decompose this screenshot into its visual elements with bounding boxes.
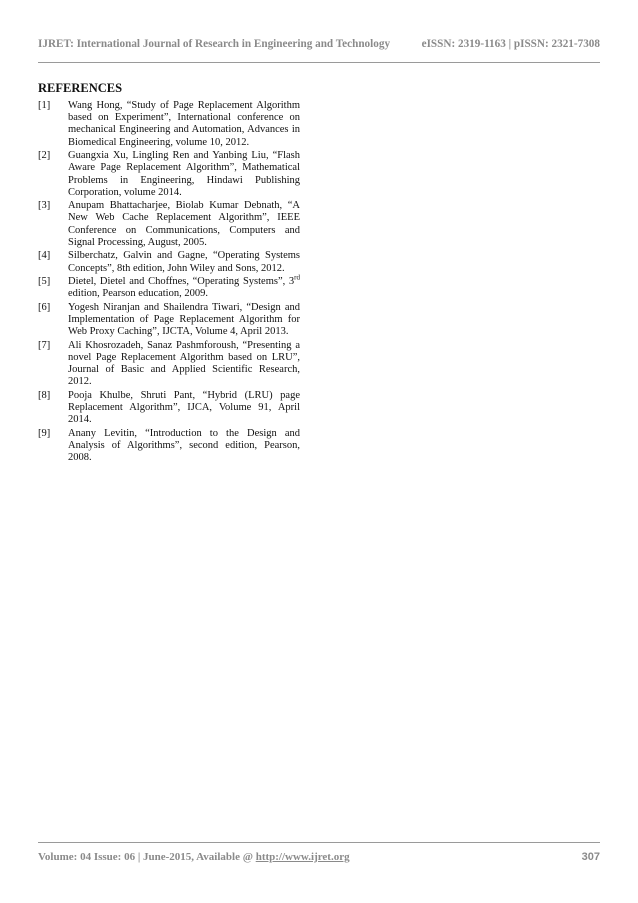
references-list [38,100,300,464]
references-column [38,80,300,466]
reference-number: [8] [38,389,51,401]
reference-number: [9] [38,427,51,439]
page-number: 307 [581,851,600,863]
journal-website-link[interactable]: http://www.ijret.org [255,851,350,863]
reference-text: Guangxia Xu, Lingling Ren and Yanbing Liu, “Flash Aware Page Replacement Algorithm”, Mathematical Problems in Engineering, Hindawi Publishing Corporation, volume 2014. [68,150,300,198]
references-heading: REFERENCES [38,81,123,95]
reference-number: [3] [38,200,51,212]
page-footer [38,851,600,863]
footer-volume-info [38,851,350,863]
reference-text: Wang Hong, “Study of Page Replacement Algorithm based on Experiment”, International conference on mechanical Engineering and Automation, Advances in Biomedical Engineering, volume 10, 2012. [68,100,300,148]
reference-number: [4] [38,250,51,262]
reference-text-part: edition, Pearson education, 2009. [68,288,208,300]
reference-item-9 [38,428,300,465]
reference-number: [6] [38,301,51,313]
journal-title: IJRET: International Journal of Research in Engineering and Technology [38,38,391,50]
reference-item-5 [38,273,300,300]
reference-item-4 [38,250,300,274]
reference-text: Anupam Bhattacharjee, Biolab Kumar Debnath, “A New Web Cache Replacement Algorithm”, IEEE Conference on Communications, Computers and Signal Processing, August, 2005. [68,200,300,248]
volume-text: Volume: 04 Issue: 06 | June-2015, Available @ [38,851,256,863]
reference-item-2 [38,150,300,199]
ordinal-superscript: rd [294,273,300,282]
reference-text-part: Dietel, Dietel and Choffnes, “Operating Systems”, 3 [68,276,295,288]
reference-text: Pooja Khulbe, Shruti Pant, “Hybrid (LRU) page Replacement Algorithm”, IJCA, Volume 91, April 2014. [68,389,300,426]
footer-divider [38,842,600,843]
reference-item-7 [38,340,300,389]
reference-item-8 [38,390,300,427]
reference-item-1 [38,100,300,149]
issn-info: eISSN: 2319-1163 | pISSN: 2321-7308 [421,38,600,50]
reference-text: Silberchatz, Galvin and Gagne, “Operating Systems Concepts”, 8th edition, John Wiley and Sons, 2012. [68,250,300,274]
reference-text [68,273,300,300]
reference-number: [2] [38,150,51,162]
reference-number: [1] [38,100,51,111]
reference-text: Ali Khosrozadeh, Sanaz Pashmforoush, “Presenting a novel Page Replacement Algorithm based on LRU”, Journal of Basic and Applied Scientific Research, 2012. [68,339,300,388]
header-divider [38,62,600,63]
reference-text: Yogesh Niranjan and Shailendra Tiwari, “Design and Implementation of Page Replacement Algorithm for Web Proxy Caching”, IJCTA, Volume 4, April 2013. [68,301,300,338]
reference-item-3 [38,200,300,249]
reference-text: Anany Levitin, “Introduction to the Design and Analysis of Algorithms”, second edition, Pearson, 2008. [68,427,300,464]
page-header [38,38,600,58]
reference-item-6 [38,302,300,339]
reference-number: [7] [38,339,51,351]
reference-number: [5] [38,276,51,288]
